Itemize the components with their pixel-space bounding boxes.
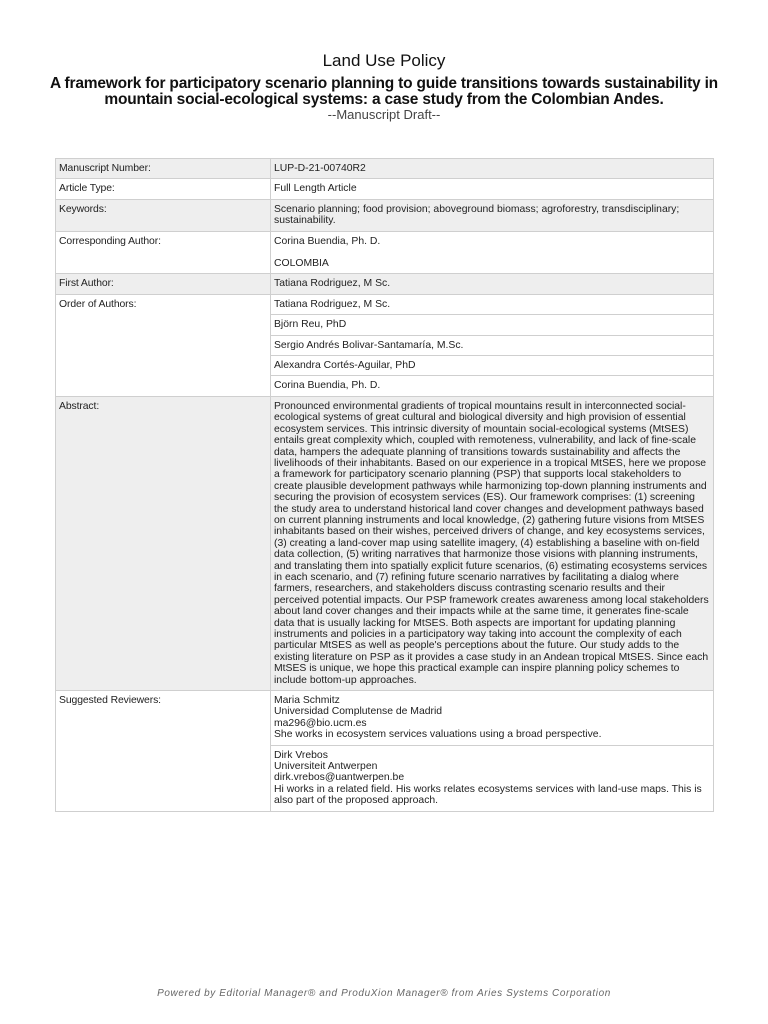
- journal-name: Land Use Policy: [322, 51, 446, 70]
- label-article-type: Article Type:: [56, 179, 271, 199]
- article-title: A framework for participatory scenario planning to guide transitions towards sustainability in mountain social-ecological systems: a case study from the Colombian Andes.: [50, 75, 718, 108]
- author-entry: Alexandra Cortés-Aguilar, PhD: [271, 356, 714, 376]
- row-abstract: [56, 396, 714, 690]
- reviewer-entry: [271, 745, 714, 811]
- value-manuscript-number: LUP-D-21-00740R2: [271, 159, 714, 179]
- row-suggested-reviewers: [56, 691, 714, 746]
- page-header: [40, 50, 728, 122]
- label-suggested-reviewers: Suggested Reviewers:: [56, 691, 271, 812]
- author-entry: Tatiana Rodriguez, M Sc.: [271, 294, 714, 314]
- row-order-of-authors: [56, 294, 714, 314]
- label-manuscript-number: Manuscript Number:: [56, 159, 271, 179]
- reviewer-name: Dirk Vrebos: [274, 749, 328, 761]
- reviewer-entry: [271, 691, 714, 746]
- label-keywords: Keywords:: [56, 199, 271, 231]
- label-abstract: Abstract:: [56, 396, 271, 690]
- reviewer-note: Hi works in a related field. His works relates ecosystems services with land-use maps. This is also part of the proposed approach.: [274, 783, 702, 807]
- corresponding-author-country: COLOMBIA: [274, 258, 329, 270]
- row-keywords: [56, 199, 714, 231]
- author-entry: Corina Buendia, Ph. D.: [271, 376, 714, 396]
- reviewer-affiliation: Universiteit Antwerpen: [274, 761, 378, 773]
- author-entry: Sergio Andrés Bolivar-Santamaría, M.Sc.: [271, 335, 714, 355]
- page-footer: Powered by Editorial Manager® and ProduXion Manager® from Aries Systems Corporation: [157, 988, 611, 999]
- row-manuscript-number: [56, 159, 714, 179]
- label-order-of-authors: Order of Authors:: [56, 294, 271, 396]
- corresponding-author-name: Corina Buendia, Ph. D.: [274, 235, 381, 247]
- manuscript-metadata-table: [55, 158, 714, 812]
- value-article-type: Full Length Article: [271, 179, 714, 199]
- value-corresponding-author: [271, 231, 714, 274]
- label-first-author: First Author:: [56, 274, 271, 294]
- row-corresponding-author: [56, 231, 714, 274]
- reviewer-affiliation: Universidad Complutense de Madrid: [274, 706, 443, 718]
- row-article-type: [56, 179, 714, 199]
- abstract-text: Pronounced environmental gradients of tropical mountains result in interconnected social-ecological systems of great cultural and biological diversity and high provision of essential ecosystem services. This intrinsic diversity of mountain social-ecological systems (MtSES) entails great complexity which, coupled with remoteness, vulnerability, and lack of fine-scale data, hampers the adequate planning of transitions towards sustainability and affects the livelihoods of their inhabitants. Based on our experience in a tropical MtSES, here we propose a framework for participatory scenario planning (PSP) that supports local stakeholders to create plausible development pathways while harmonizing top-down planning instruments and securing the provision of ecosystem services (ES). Our framework comprises: (1) screening the study area to understand historical land cover changes and development pathways based on current planning instruments and local knowledge, (2) gathering future visions from MtSES inhabitants based on their wishes, perceived drivers of change, and key ecosystems services, (3) creating a land-cover map using satellite imagery, (4) establishing a baseline with on-field data collection, (5) writing narratives that harmonize those visions with planning instruments, and translating them into spatially explicit future scenarios, (6) estimating ecosystems services in each scenario, and (7) refining future scenario narratives by facilitating a dialog where farmers, researchers, and stakeholders discuss contrasting scenario results and their perceived potential impacts. Our PSP framework creates awareness among local stakeholders about land cover changes and their impacts while at the same time, it generates fine-scale data that is usually lacking for MtSES. Both aspects are important for updating planning instruments and policies in a participatory way taking into account the complexity of each particular MtSES as well as people's perceptions about the future. Our study adds to the existing literature on PSP as it provides a case study in an Andean tropical MtSES. Since each MtSES is unique, we hope this practical example can inspire planning policy schemes to include bottom-up approaches.: [271, 396, 714, 690]
- reviewer-email: ma296@bio.ucm.es: [274, 717, 367, 729]
- reviewer-name: Maria Schmitz: [274, 695, 340, 707]
- value-keywords: Scenario planning; food provision; aboveground biomass; agroforestry, transdisciplinary; sustainability.: [271, 199, 714, 231]
- reviewer-note: She works in ecosystem services valuations using a broad perspective.: [274, 729, 602, 741]
- reviewer-email: dirk.vrebos@uantwerpen.be: [274, 772, 405, 784]
- label-corresponding-author: Corresponding Author:: [56, 231, 271, 274]
- manuscript-draft-label: --Manuscript Draft--: [327, 107, 441, 122]
- value-first-author: Tatiana Rodriguez, M Sc.: [271, 274, 714, 294]
- author-entry: Björn Reu, PhD: [271, 315, 714, 335]
- row-first-author: [56, 274, 714, 294]
